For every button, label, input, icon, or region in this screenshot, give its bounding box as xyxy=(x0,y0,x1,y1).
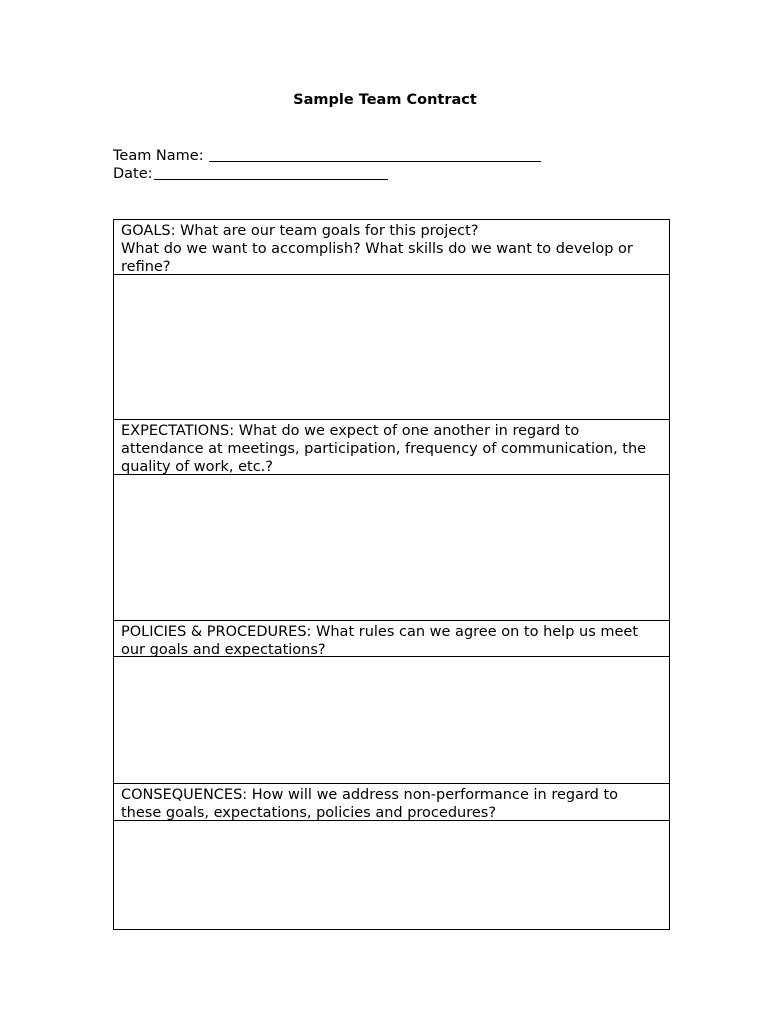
date-blank-line[interactable] xyxy=(154,165,388,180)
goals-prompt-line-2: What do we want to accomplish? What skills do we want to develop or refine? xyxy=(121,241,633,275)
policies-response-area[interactable] xyxy=(114,657,669,784)
contract-table xyxy=(113,219,670,930)
team-name-label: Team Name: xyxy=(113,148,204,164)
date-field xyxy=(113,165,388,183)
document-title: Sample Team Contract xyxy=(293,92,477,108)
consequences-response-area[interactable] xyxy=(114,821,669,929)
consequences-prompt: CONSEQUENCES: How will we address non-performance in regard to these goals, expectations, policies and procedures? xyxy=(114,784,669,821)
policies-prompt: POLICIES & PROCEDURES: What rules can we agree on to help us meet our goals and expectations? xyxy=(114,621,669,657)
expectations-prompt: EXPECTATIONS: What do we expect of one another in regard to attendance at meetings, participation, frequency of communication, the quality of work, etc.? xyxy=(114,420,669,475)
goals-prompt-line-1: GOALS: What are our team goals for this project? xyxy=(121,223,479,239)
team-name-blank-line[interactable] xyxy=(209,147,541,162)
expectations-response-area[interactable] xyxy=(114,475,669,621)
date-label: Date: xyxy=(113,166,153,182)
goals-prompt xyxy=(114,220,669,275)
goals-response-area[interactable] xyxy=(114,275,669,420)
team-name-field xyxy=(113,147,541,165)
